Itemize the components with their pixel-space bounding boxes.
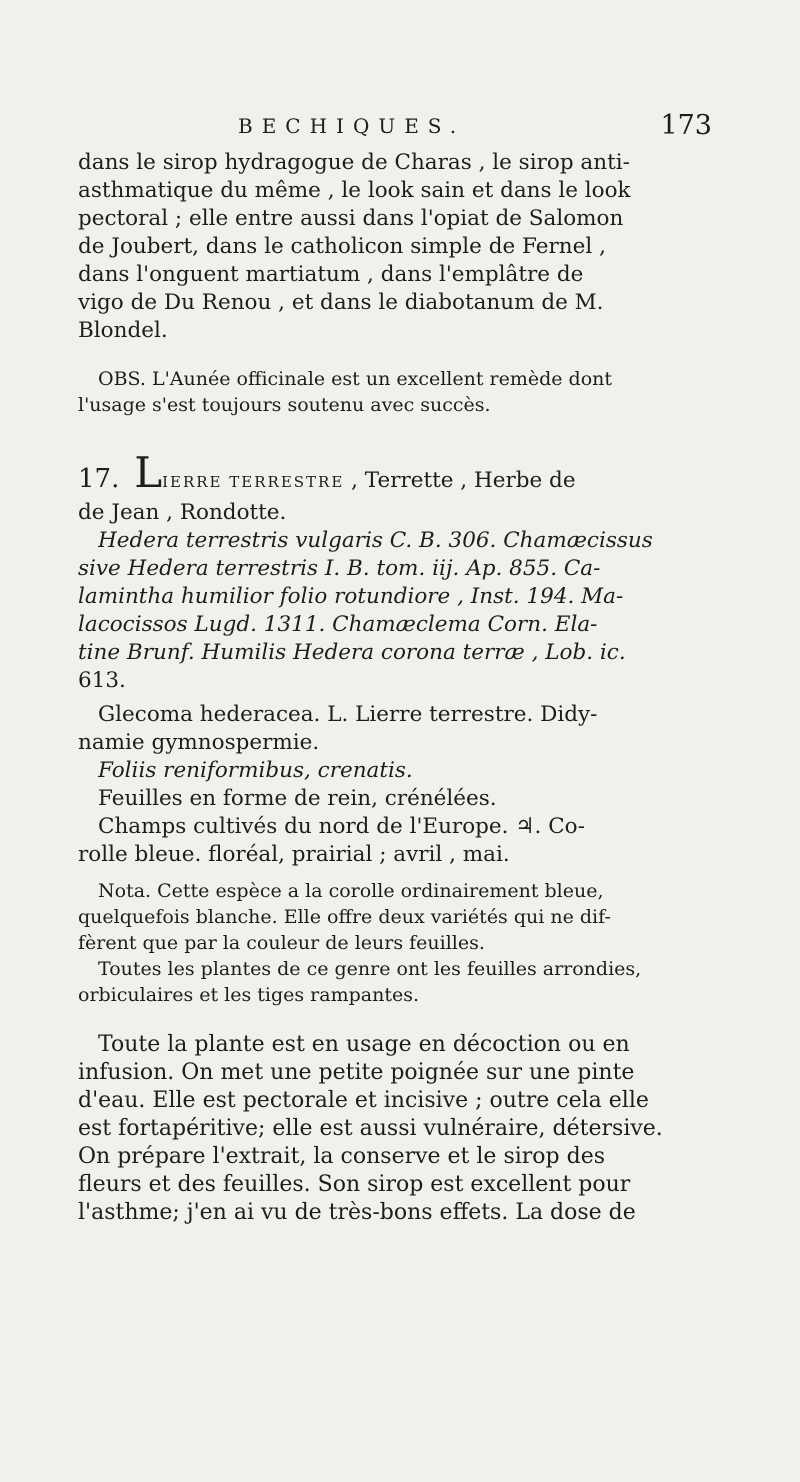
text-line: On prépare l'extrait, la conserve et le sirop des — [78, 1144, 606, 1169]
nota-line: quelquefois blanche. Elle offre deux variétés qui ne dif- — [78, 906, 611, 928]
page-number: 173 — [660, 110, 712, 141]
text-line: Champs cultivés du nord de l'Europe. ♃. Co- — [98, 814, 585, 839]
text-line: Foliis reniformibus, crenatis. — [98, 758, 413, 783]
text-line: dans l'onguent martiatum , dans l'emplâtre de — [78, 262, 584, 287]
text-line: infusion. On met une petite poignée sur une pinte — [78, 1060, 635, 1085]
text-line: vigo de Du Renou , et dans le diabotanum de M. — [78, 290, 604, 315]
text-line: Toute la plante est en usage en décoction ou en — [98, 1032, 630, 1057]
text-line: Feuilles en forme de rein, crénélées. — [98, 786, 497, 811]
text-line: l'asthme; j'en ai vu de très-bons effets. La dose de — [78, 1200, 636, 1225]
text-line: d'eau. Elle est pectorale et incisive ; outre cela elle — [78, 1088, 649, 1113]
synonym-line: lacocissos Lugd. 1311. Chamæclema Corn. Ela- — [78, 612, 598, 637]
page-header — [78, 108, 712, 148]
entry-title-rest: , Terrette , Herbe de — [344, 468, 576, 493]
synonym-line: 613. — [78, 668, 126, 693]
nota-line: Nota. Cette espèce a la corolle ordinairement bleue, — [98, 880, 604, 902]
nota-line: Toutes les plantes de ce genre ont les feuilles arrondies, — [98, 958, 642, 980]
nota-line: fèrent que par la couleur de leurs feuilles. — [78, 932, 485, 954]
entry-heading — [78, 452, 710, 500]
text-line: rolle bleue. floréal, prairial ; avril , mai. — [78, 842, 510, 867]
text-line: de Joubert, dans le catholicon simple de Fernel , — [78, 234, 606, 259]
synonym-line: sive Hedera terrestris I. B. tom. iij. Ap. 855. Ca- — [78, 556, 601, 581]
text-line: de Jean , Rondotte. — [78, 500, 287, 525]
text-line: fleurs et des feuilles. Son sirop est excellent pour — [78, 1172, 631, 1197]
nota-line: orbiculaires et les tiges rampantes. — [78, 984, 419, 1006]
obs-line: OBS. L'Aunée officinale est un excellent remède dont — [98, 368, 613, 390]
synonym-line: Hedera terrestris vulgaris C. B. 306. Chamæcissus — [98, 528, 653, 553]
synonym-line: lamintha humilior folio rotundiore , Inst. 194. Ma- — [78, 584, 624, 609]
text-line: pectoral ; elle entre aussi dans l'opiat de Salomon — [78, 206, 624, 231]
text-line: Glecoma hederacea. L. Lierre terrestre. Didy- — [98, 702, 598, 727]
obs-line: l'usage s'est toujours soutenu avec succès. — [78, 394, 491, 416]
text-line: Blondel. — [78, 318, 168, 343]
drop-capital: L — [134, 452, 163, 497]
synonym-line: tine Brunf. Humilis Hedera corona terræ , Lob. ic. — [78, 640, 626, 665]
text-line: est fortapéritive; elle est aussi vulnéraire, détersive. — [78, 1116, 663, 1141]
text-line: namie gymnospermie. — [78, 730, 320, 755]
running-head: BECHIQUES. — [238, 114, 466, 138]
entry-number: 17. — [78, 464, 120, 494]
entry-title-small-caps: IERRE TERRESTRE — [162, 473, 345, 491]
text-line: asthmatique du même , le look sain et dans le look — [78, 178, 631, 203]
text-line: dans le sirop hydragogue de Charas , le sirop anti- — [78, 150, 630, 175]
